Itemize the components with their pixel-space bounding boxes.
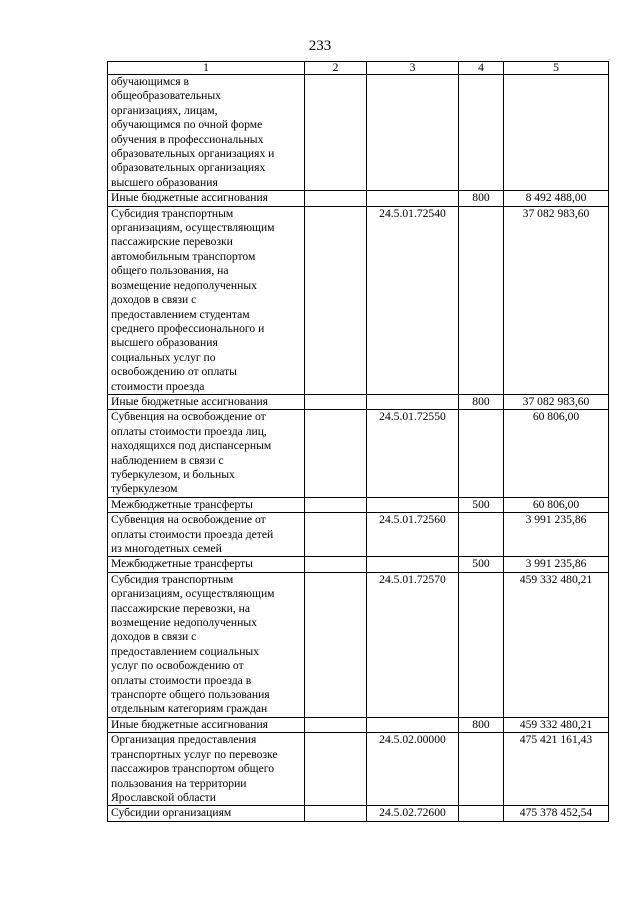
amount-cell: 8 492 488,00	[504, 191, 609, 206]
item-name-cell	[108, 410, 305, 497]
target-code-cell	[367, 394, 459, 409]
amount-cell: 60 806,00	[504, 497, 609, 512]
column-2-cell	[305, 410, 367, 497]
item-name-line: находящихся под диспансерным	[111, 439, 272, 453]
item-name-line: автомобильным транспортом	[111, 249, 256, 263]
expense-type-cell: 500	[459, 497, 504, 512]
item-name-line: туберкулезом	[111, 482, 178, 496]
column-number-3: 3	[367, 62, 459, 75]
item-name-cell	[108, 513, 305, 557]
column-2-cell	[305, 717, 367, 732]
item-name-cell	[108, 717, 305, 732]
target-code-cell: 24.5.02.00000	[367, 733, 459, 806]
expense-type-cell	[459, 206, 504, 394]
table-row	[108, 806, 609, 821]
amount-cell: 3 991 235,86	[504, 513, 609, 557]
item-name-cell	[108, 75, 305, 191]
item-name-line: доходов в связи с	[111, 630, 197, 644]
expense-type-cell: 500	[459, 557, 504, 572]
item-name-line: высшего образования	[111, 336, 218, 350]
amount-cell: 3 991 235,86	[504, 557, 609, 572]
item-name-line: социальных услуг по	[111, 350, 216, 364]
target-code-cell	[367, 497, 459, 512]
item-name-line: возмещение недополученных	[111, 616, 257, 630]
item-name-line: из многодетных семей	[111, 542, 222, 555]
item-name-line: Иные бюджетные ассигнования	[111, 191, 268, 205]
item-name-line: услуг по освобождению от	[111, 659, 244, 673]
item-name-line: доходов в связи с	[111, 293, 197, 307]
target-code-cell: 24.5.01.72550	[367, 410, 459, 497]
item-name-line: обучающимся по очной форме	[111, 118, 263, 132]
column-2-cell	[305, 572, 367, 717]
item-name-line: Субсидия транспортным	[111, 206, 234, 220]
amount-cell: 37 082 983,60	[504, 206, 609, 394]
item-name-cell	[108, 191, 305, 206]
target-code-cell	[367, 557, 459, 572]
column-number-5: 5	[504, 62, 609, 75]
item-name-line: оплаты стоимости проезда лиц,	[111, 424, 267, 438]
expense-type-cell	[459, 410, 504, 497]
item-name-line: общеобразовательных	[111, 89, 221, 103]
item-name-line: образовательных организациях и	[111, 147, 275, 161]
column-number-2: 2	[305, 62, 367, 75]
item-name-line: оплаты стоимости проезда детей	[111, 527, 274, 541]
item-name-line: возмещение недополученных	[111, 278, 257, 292]
target-code-cell	[367, 717, 459, 732]
item-name-line: пассажирские перевозки, на	[111, 601, 251, 615]
target-code-cell: 24.5.02.72600	[367, 806, 459, 821]
item-name-line: высшего образования	[111, 175, 218, 189]
column-2-cell	[305, 75, 367, 191]
target-code-cell: 24.5.01.72540	[367, 206, 459, 394]
expense-type-cell	[459, 513, 504, 557]
item-name-cell	[108, 394, 305, 409]
item-name-line: транспорте общего пользования	[111, 688, 270, 702]
expense-type-cell: 800	[459, 717, 504, 732]
item-name-line: пассажиров транспортом общего	[111, 762, 275, 776]
column-2-cell	[305, 733, 367, 806]
table-row	[108, 497, 609, 512]
table-row	[108, 572, 609, 717]
item-name-line: наблюдением в связи с	[111, 453, 224, 467]
target-code-cell: 24.5.01.72560	[367, 513, 459, 557]
page-number: 233	[308, 38, 332, 54]
item-name-line: общего пользования, на	[111, 264, 229, 278]
item-name-line: транспортных услуг по перевозке	[111, 747, 278, 761]
table-row	[108, 191, 609, 206]
item-name-cell	[108, 206, 305, 394]
item-name-cell	[108, 572, 305, 717]
item-name-line: Субсидия транспортным	[111, 572, 234, 586]
table-row	[108, 513, 609, 557]
item-name-line: Межбюджетные трансферты	[111, 497, 253, 511]
amount-cell: 60 806,00	[504, 410, 609, 497]
column-2-cell	[305, 557, 367, 572]
table-row	[108, 733, 609, 806]
item-name-line: Субвенция на освобождение от	[111, 410, 266, 424]
expense-type-cell	[459, 75, 504, 191]
item-name-line: отдельным категориям граждан	[111, 702, 268, 716]
item-name-line: Субсидии организациям	[111, 806, 232, 820]
budget-table	[107, 61, 609, 822]
item-name-line: Межбюджетные трансферты	[111, 557, 253, 571]
table-row	[108, 717, 609, 732]
item-name-line: оплаты стоимости проезда в	[111, 673, 252, 687]
item-name-line: среднего профессионального и	[111, 321, 265, 335]
target-code-cell: 24.5.01.72570	[367, 572, 459, 717]
column-2-cell	[305, 497, 367, 512]
table-row	[108, 410, 609, 497]
table-row	[108, 206, 609, 394]
column-2-cell	[305, 806, 367, 821]
column-2-cell	[305, 191, 367, 206]
table-body	[108, 62, 609, 822]
item-name-line: Субвенция на освобождение от	[111, 513, 266, 527]
column-number-row	[108, 62, 609, 75]
expense-type-cell	[459, 733, 504, 806]
amount-cell	[504, 75, 609, 191]
item-name-cell	[108, 557, 305, 572]
item-name-line: Организация предоставления	[111, 733, 257, 747]
column-2-cell	[305, 206, 367, 394]
item-name-line: Иные бюджетные ассигнования	[111, 394, 268, 408]
item-name-cell	[108, 497, 305, 512]
item-name-line: образовательных организациях	[111, 161, 266, 175]
column-number-1: 1	[108, 62, 305, 75]
item-name-line: пассажирские перевозки	[111, 235, 233, 249]
table-row	[108, 394, 609, 409]
item-name-line: организациях, лицам,	[111, 103, 218, 117]
item-name-line: стоимости проезда	[111, 379, 205, 393]
column-2-cell	[305, 513, 367, 557]
item-name-line: организациям, осуществляющим	[111, 221, 275, 235]
amount-cell: 475 421 161,43	[504, 733, 609, 806]
item-name-cell	[108, 806, 305, 821]
expense-type-cell: 800	[459, 191, 504, 206]
item-name-line: предоставлением студентам	[111, 307, 250, 321]
amount-cell: 459 332 480,21	[504, 572, 609, 717]
amount-cell: 37 082 983,60	[504, 394, 609, 409]
item-name-line: туберкулезом, и больных	[111, 467, 235, 481]
expense-type-cell	[459, 806, 504, 821]
amount-cell: 475 378 452,54	[504, 806, 609, 821]
column-2-cell	[305, 394, 367, 409]
amount-cell: 459 332 480,21	[504, 717, 609, 732]
item-name-line: освобождению от оплаты	[111, 365, 237, 379]
item-name-cell	[108, 733, 305, 806]
item-name-line: пользования на территории	[111, 776, 247, 790]
item-name-line: предоставлением социальных	[111, 644, 259, 658]
table-row	[108, 557, 609, 572]
item-name-line: обучения в профессиональных	[111, 132, 264, 146]
item-name-line: организациям, осуществляющим	[111, 587, 275, 601]
table-row	[108, 75, 609, 191]
item-name-line: Иные бюджетные ассигнования	[111, 717, 268, 731]
expense-type-cell	[459, 572, 504, 717]
expense-type-cell: 800	[459, 394, 504, 409]
target-code-cell	[367, 75, 459, 191]
column-number-4: 4	[459, 62, 504, 75]
target-code-cell	[367, 191, 459, 206]
item-name-line: Ярославской области	[111, 790, 216, 804]
item-name-line: обучающимся в	[111, 75, 190, 88]
